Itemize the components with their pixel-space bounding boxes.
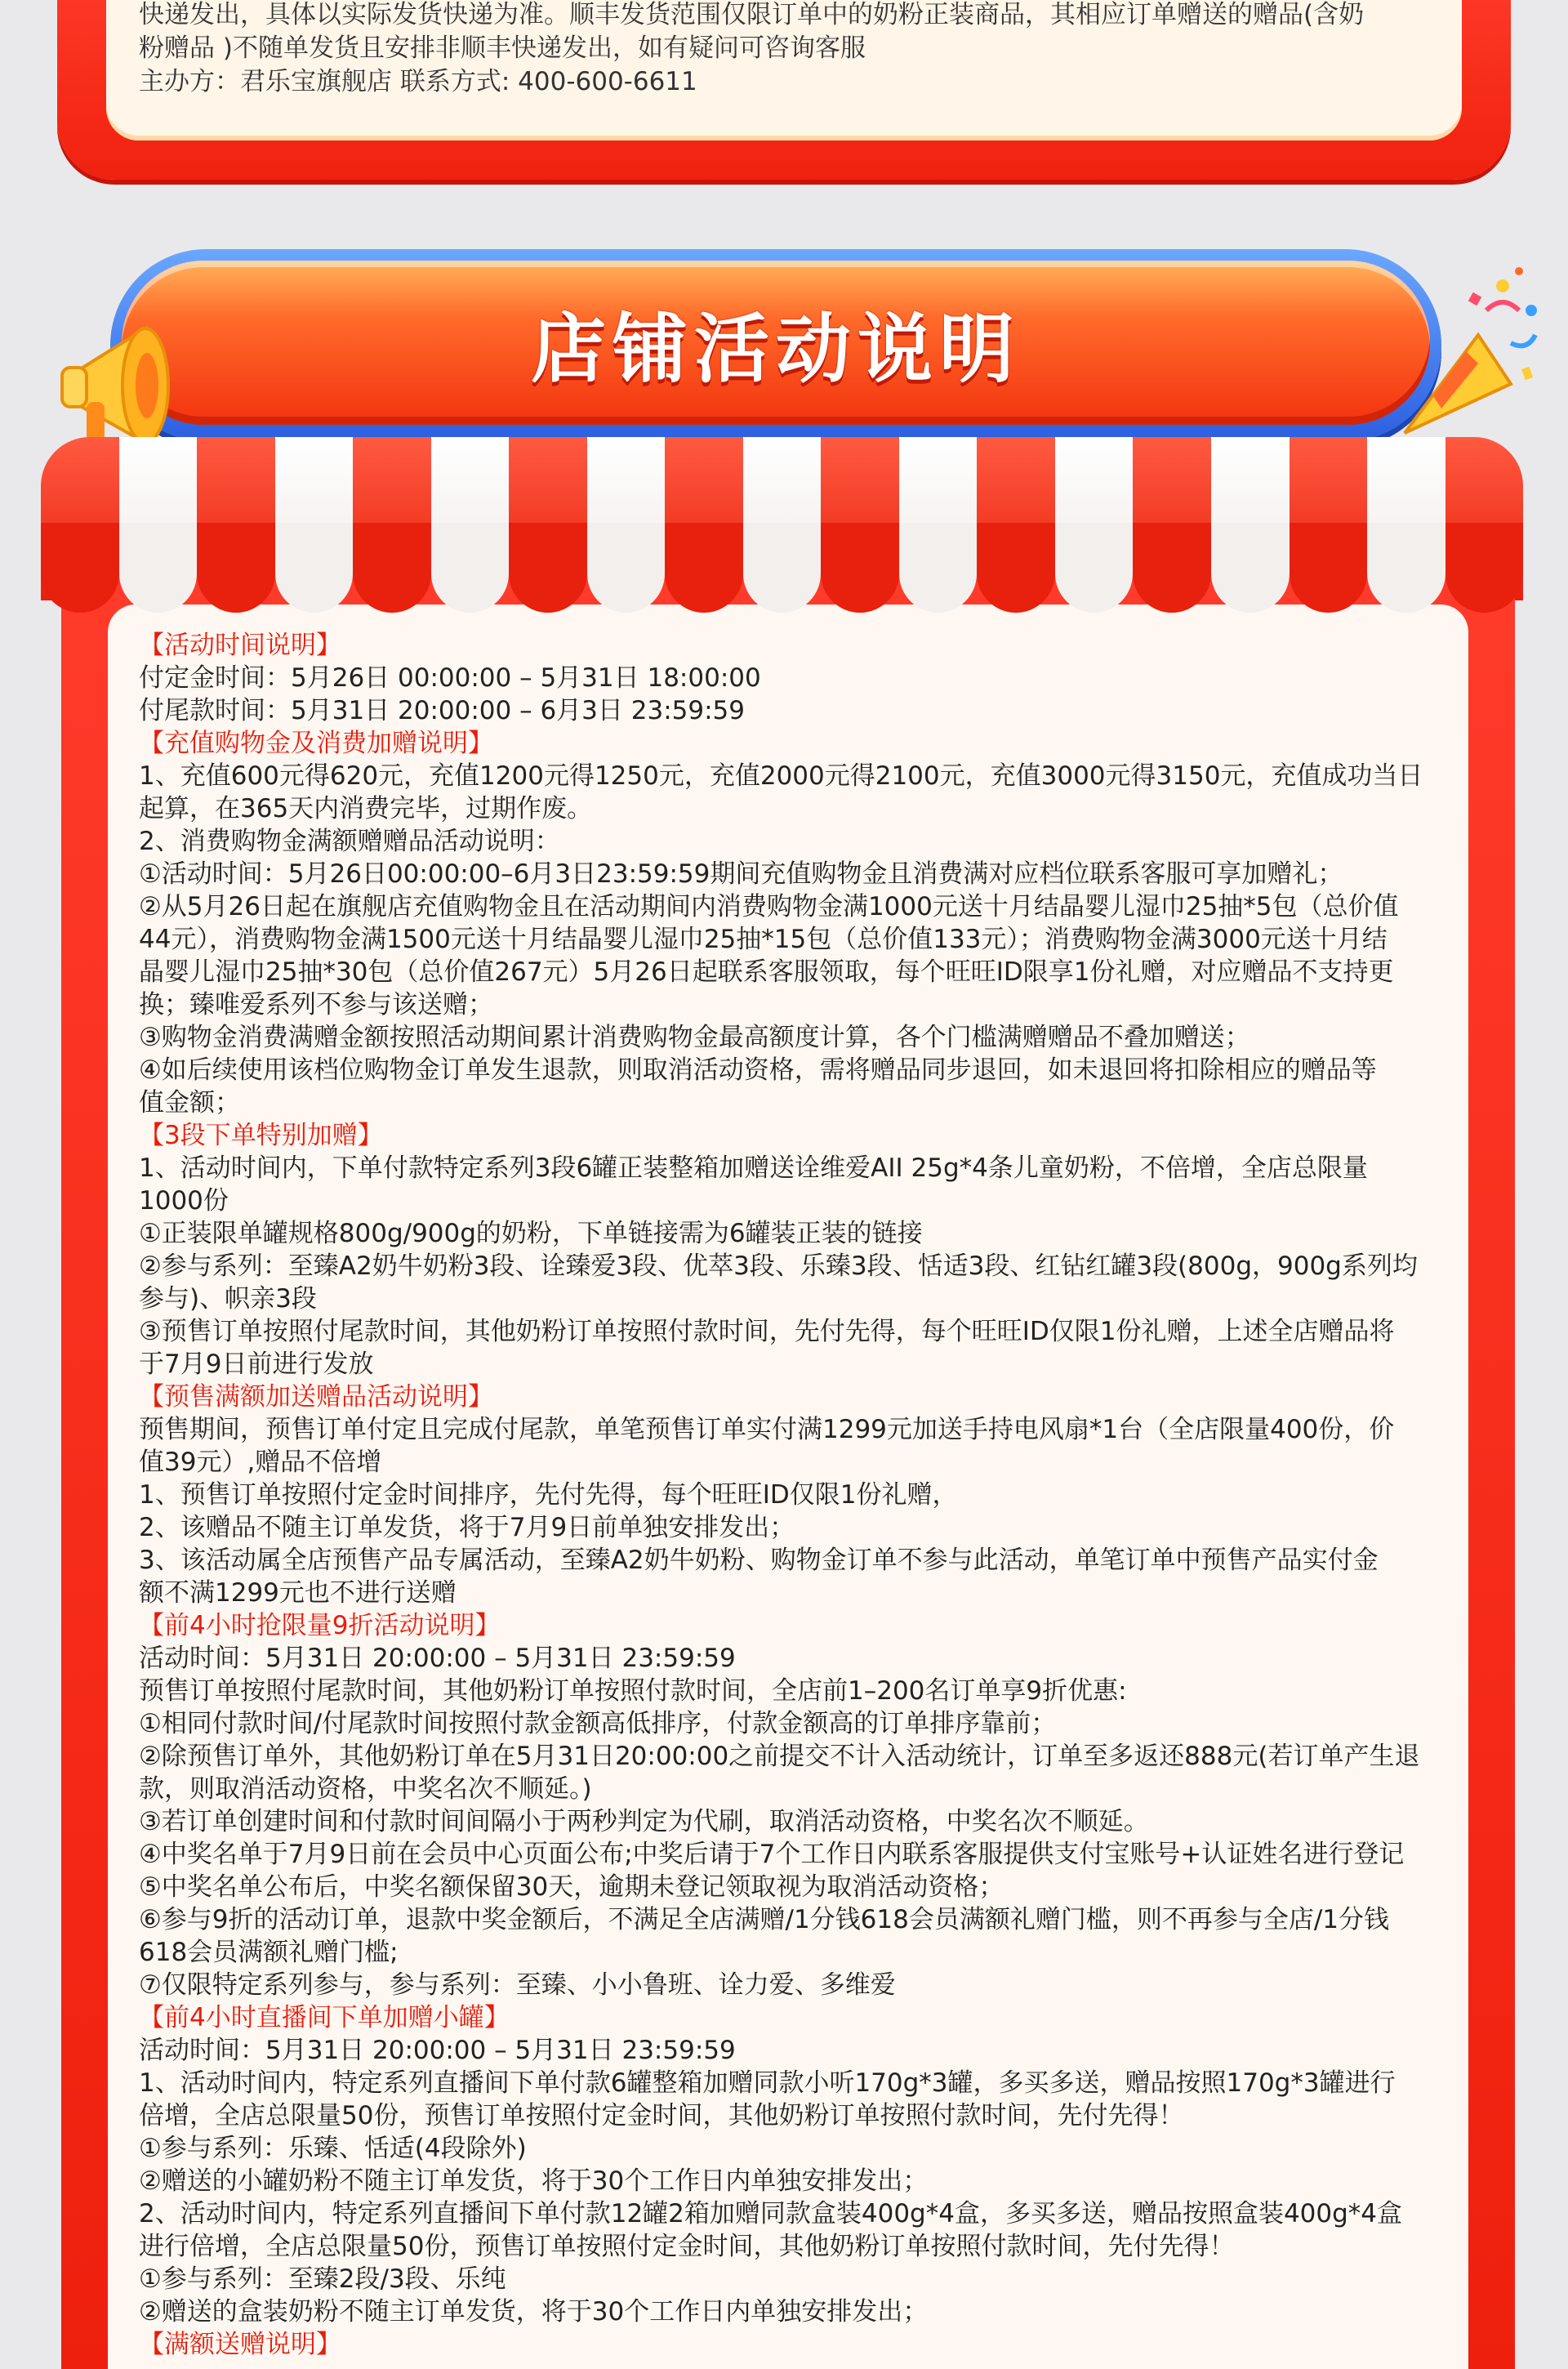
rule-line: 款，则取消活动资格，中奖名次不顺延。)	[139, 1774, 592, 1804]
rule-line: ②赠送的盒装奶粉不随主订单发货，将于30个工作日内单独安排发出；	[139, 2297, 929, 2327]
rule-line: 1、活动时间内，下单付款特定系列3段6罐正装整箱加赠送诠维爱AII 25g*4条儿童奶粉，不倍增，全店总限量	[139, 1153, 1368, 1183]
section-heading: 【预售满额加送赠品活动说明】	[139, 1382, 493, 1412]
rule-line: 倍增，全店总限量50份，预售订单按照付定金时间，其他奶粉订单按照付款时间，先付先得！	[139, 2101, 1184, 2130]
previous-panel-frame	[57, 0, 1511, 180]
rule-line: 618会员满额礼赠门槛;	[139, 1938, 399, 1967]
rule-line: ①参与系列：至臻2段/3段、乐纯	[139, 2264, 506, 2294]
rule-line: 2、活动时间内，特定系列直播间下单付款12罐2箱加赠同款盒装400g*4盒，多买多送，赠品按照盒装400g*4盒	[139, 2199, 1403, 2228]
rule-line: 值金额；	[139, 1088, 240, 1118]
previous-panel-content	[106, 0, 1462, 141]
rule-line: 换；臻唯爱系列不参与该送赠；	[139, 990, 493, 1019]
rule-line: 活动时间：5月31日 20:00:00 – 5月31日 23:59:59	[139, 1644, 736, 1673]
rule-line: ①活动时间：5月26日00:00:00–6月3日23:59:59期间充值购物金且消费满对应档位联系客服可享加赠礼；	[139, 859, 1343, 889]
rule-line: 值39元）,赠品不倍增	[139, 1448, 382, 1477]
rule-line: ②从5月26日起在旗舰店充值购物金且在活动期间内消费购物金满1000元送十月结晶婴儿湿巾25抽*5包（总价值	[139, 892, 1399, 921]
activity-rules-content	[108, 605, 1468, 2369]
rule-line: ①相同付款时间/付尾款时间按照付款金额高低排序，付款金额高的订单排序靠前；	[139, 1709, 1057, 1738]
rule-line: ③预售订单按照付尾款时间，其他奶粉订单按照付款时间，先付先得，每个旺旺ID仅限1份礼赠，上述全店赠品将	[139, 1317, 1395, 1346]
rule-line: ②参与系列：至臻A2奶牛奶粉3段、诠臻爱3段、优萃3段、乐臻3段、恬适3段、红钻红罐3段(800g，900g系列均	[139, 1251, 1418, 1281]
rule-line: 付定金时间：5月26日 00:00:00 – 5月31日 18:00:00	[139, 663, 761, 693]
notice-line-2: 粉赠品 )不随单发货且安排非顺丰快递发出，如有疑问可咨询客服	[139, 33, 866, 63]
rule-line: ⑦仅限特定系列参与，参与系列：至臻、小小鲁班、诠力爱、多维爱	[139, 1970, 896, 2000]
rule-line: ⑤中奖名单公布后，中奖名额保留30天，逾期未登记领取视为取消活动资格；	[139, 1872, 1004, 1902]
section-heading: 【满额送赠说明】	[139, 2330, 341, 2359]
rule-line: 活动时间：5月31日 20:00:00 – 5月31日 23:59:59	[139, 2036, 736, 2065]
section-banner	[110, 249, 1441, 441]
rule-line: 于7月9日前进行发放	[139, 1350, 374, 1379]
rule-line: 预售订单按照付尾款时间，其他奶粉订单按照付款时间，全店前1–200名订单享9折优惠:	[139, 1676, 1127, 1706]
rule-line: 44元），消费购物金满1500元送十月结晶婴儿湿巾25抽*15包（总价值133元）；消费购物金满3000元送十月结	[139, 925, 1388, 954]
rule-line: 2、该赠品不随主订单发货，将于7月9日前单独安排发出；	[139, 1513, 795, 1542]
rule-line: 1、活动时间内，特定系列直播间下单付款6罐整箱加赠同款小听170g*3罐，多买多送，赠品按照170g*3罐进行	[139, 2068, 1396, 2098]
activity-panel-frame	[61, 572, 1515, 2369]
megaphone-icon	[47, 304, 194, 459]
rule-line: 3、该活动属全店预售产品专属活动，至臻A2奶牛奶粉、购物金订单不参与此活动，单笔订单中预售产品实付金	[139, 1546, 1379, 1575]
rule-line: 付尾款时间：5月31日 20:00:00 – 6月3日 23:59:59	[139, 696, 745, 725]
rule-line: 2、消费购物金满额赠赠品活动说明：	[139, 827, 560, 856]
rule-line: 起算，在365天内消费完毕，过期作废。	[139, 794, 593, 823]
rule-line: 进行倍增，全店总限量50份，预售订单按照付定金时间，其他奶粉订单按照付款时间，先付先得！	[139, 2232, 1235, 2261]
section-heading: 【3段下单特别加赠】	[139, 1121, 383, 1150]
rule-line: ④如后续使用该档位购物金订单发生退款，则取消活动资格，需将赠品同步退回，如未退回将扣除相应的赠品等	[139, 1055, 1377, 1085]
rule-line: ②赠送的小罐奶粉不随主订单发货，将于30个工作日内单独安排发出；	[139, 2166, 929, 2196]
rule-line: ②除预售订单外，其他奶粉订单在5月31日20:00:00之前提交不计入活动统计，订单至多返还888元(若订单产生退	[139, 1742, 1420, 1771]
section-heading: 【前4小时直播间下单加赠小罐】	[139, 2003, 510, 2032]
awning-scallops	[41, 523, 1523, 613]
section-banner-face	[122, 261, 1430, 425]
organizer-line: 主办方：君乐宝旗舰店 联系方式: 400-600-6611	[139, 67, 697, 96]
notice-line-1: 快递发出，具体以实际发货快递为准。顺丰发货范围仅限订单中的奶粉正装商品，其相应订单赠送的赠品(含奶	[139, 0, 1365, 29]
rule-line: ⑥参与9折的活动订单，退款中奖金额后，不满足全店满赠/1分钱618会员满额礼赠门槛，则不再参与全店/1分钱	[139, 1905, 1390, 1934]
rule-line: 1000份	[139, 1186, 229, 1216]
rule-line: ③若订单创建时间和付款时间间隔小于两秒判定为代刷，取消活动资格，中奖名次不顺延。	[139, 1807, 1149, 1836]
rule-line: ③购物金消费满赠金额按照活动期间累计消费购物金最高额度计算，各个门槛满赠赠品不叠加赠送；	[139, 1023, 1250, 1052]
section-heading: 【前4小时抢限量9折活动说明】	[139, 1611, 501, 1640]
section-title: 店铺活动说明	[530, 305, 1021, 393]
rule-line: 1、预售订单按照付定金时间排序，先付先得，每个旺旺ID仅限1份礼赠，	[139, 1480, 958, 1510]
rule-line: 晶婴儿湿巾25抽*30包（总价值267元）5月26日起联系客服领取，每个旺旺ID限享1份礼赠，对应赠品不支持更	[139, 957, 1394, 987]
section-heading: 【充值购物金及消费加赠说明】	[139, 729, 493, 758]
rule-line: ①正装限单罐规格800g/900g的奶粉，下单链接需为6罐装正装的链接	[139, 1219, 923, 1248]
rule-line: ④中奖名单于7月9日前在会员中心页面公布;中奖后请于7个工作日内联系客服提供支付宝账号+认证姓名进行登记	[139, 1840, 1405, 1869]
rule-line: 参与)、帜亲3段	[139, 1284, 317, 1314]
section-heading: 【活动时间说明】	[139, 631, 341, 660]
party-popper-icon	[1388, 261, 1544, 441]
rule-line: ①参与系列：乐臻、恬适(4段除外)	[139, 2134, 527, 2163]
rule-line: 1、充值600元得620元，充值1200元得1250元，充值2000元得2100元，充值3000元得3150元，充值成功当日	[139, 761, 1423, 791]
rule-line: 额不满1299元也不进行送赠	[139, 1578, 457, 1608]
rule-line: 预售期间，预售订单付定且完成付尾款，单笔预售订单实付满1299元加送手持电风扇*1台（全店限量400份，价	[139, 1415, 1395, 1444]
